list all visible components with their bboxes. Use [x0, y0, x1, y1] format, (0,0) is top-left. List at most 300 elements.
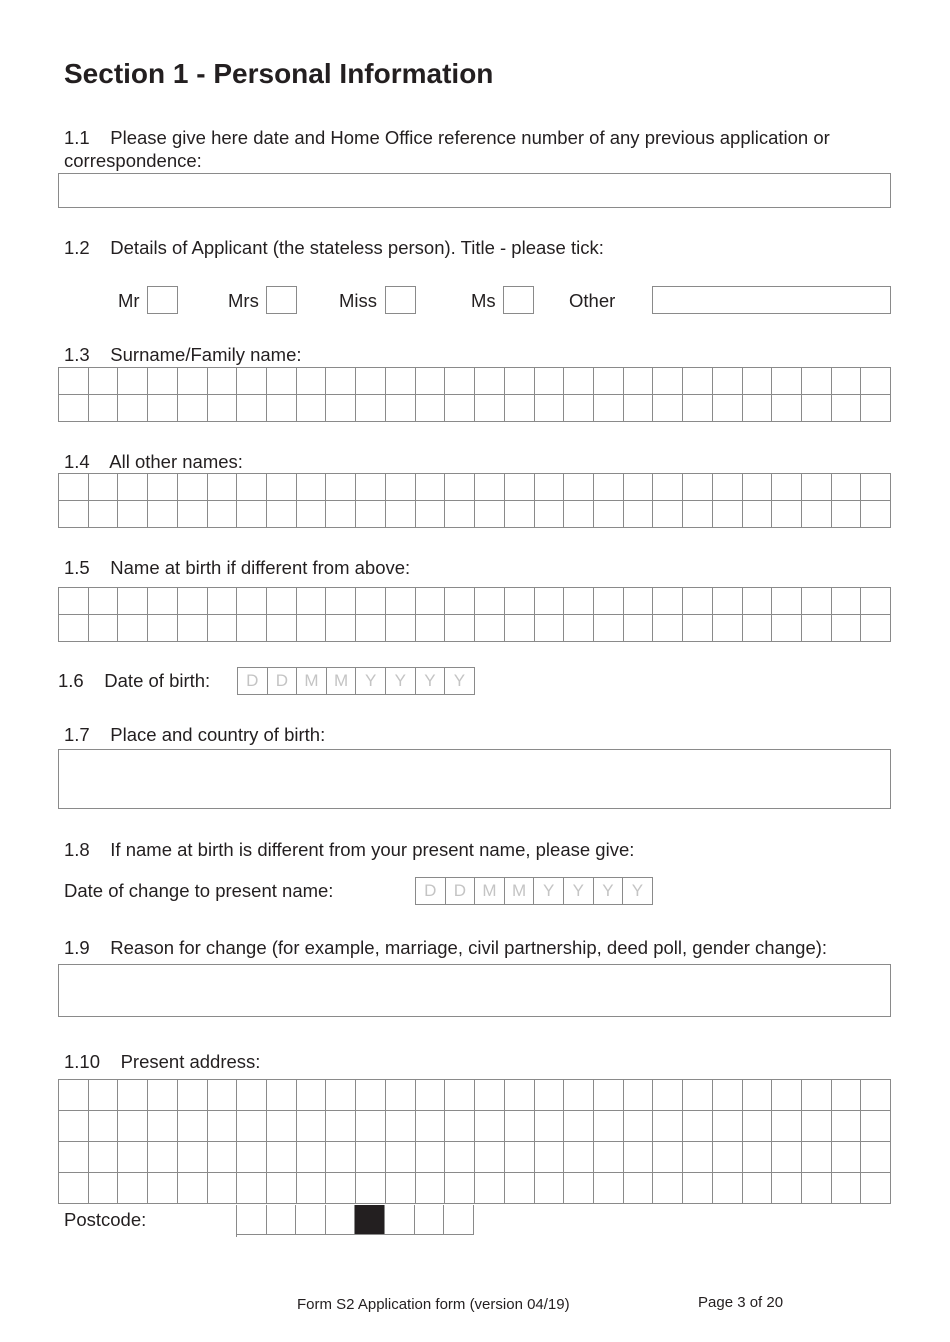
char-cell[interactable]: [653, 474, 683, 501]
char-cell[interactable]: [535, 1173, 565, 1204]
char-cell[interactable]: [386, 368, 416, 395]
date-of-change-field[interactable]: [415, 877, 653, 905]
char-cell[interactable]: [594, 474, 624, 501]
char-cell[interactable]: [356, 588, 386, 615]
char-cell[interactable]: [59, 1111, 89, 1142]
char-cell[interactable]: [386, 501, 416, 528]
char-cell[interactable]: [772, 588, 802, 615]
char-cell[interactable]: [237, 1111, 267, 1142]
char-cell[interactable]: [148, 501, 178, 528]
char-cell[interactable]: [445, 1173, 475, 1204]
char-cell[interactable]: [624, 368, 654, 395]
char-cell[interactable]: [832, 588, 862, 615]
char-cell[interactable]: [445, 588, 475, 615]
char-cell[interactable]: [832, 1142, 862, 1173]
char-cell[interactable]: [653, 368, 683, 395]
char-cell[interactable]: [683, 395, 713, 422]
doc-year-3[interactable]: Y: [594, 878, 624, 905]
char-cell[interactable]: [356, 1142, 386, 1173]
char-cell[interactable]: [861, 501, 891, 528]
char-cell[interactable]: [653, 1142, 683, 1173]
char-cell[interactable]: [564, 395, 594, 422]
char-cell[interactable]: [564, 1111, 594, 1142]
char-cell[interactable]: [148, 368, 178, 395]
doc-month-2[interactable]: M: [505, 878, 535, 905]
char-cell[interactable]: [535, 1111, 565, 1142]
char-cell[interactable]: [208, 1173, 238, 1204]
char-cell[interactable]: [475, 501, 505, 528]
char-cell[interactable]: [653, 501, 683, 528]
char-cell[interactable]: [475, 1111, 505, 1142]
char-cell[interactable]: [475, 1173, 505, 1204]
char-cell[interactable]: [683, 1111, 713, 1142]
char-cell[interactable]: [535, 395, 565, 422]
doc-month-1[interactable]: M: [475, 878, 505, 905]
char-cell[interactable]: [535, 1080, 565, 1111]
char-cell[interactable]: [743, 1080, 773, 1111]
doc-year-2[interactable]: Y: [564, 878, 594, 905]
char-cell[interactable]: [208, 474, 238, 501]
char-cell[interactable]: [59, 1173, 89, 1204]
char-cell[interactable]: [297, 1080, 327, 1111]
char-cell[interactable]: [326, 368, 356, 395]
char-cell[interactable]: [564, 1142, 594, 1173]
char-cell[interactable]: [564, 474, 594, 501]
char-cell[interactable]: [178, 395, 208, 422]
char-cell[interactable]: [594, 1142, 624, 1173]
dob-year-3[interactable]: Y: [416, 668, 446, 695]
char-cell[interactable]: [59, 368, 89, 395]
char-cell[interactable]: [505, 1080, 535, 1111]
char-cell[interactable]: [653, 1080, 683, 1111]
char-cell[interactable]: [505, 368, 535, 395]
char-cell[interactable]: [832, 501, 862, 528]
char-cell[interactable]: [118, 588, 148, 615]
char-cell[interactable]: [297, 474, 327, 501]
char-cell[interactable]: [772, 501, 802, 528]
char-cell[interactable]: [743, 395, 773, 422]
char-cell[interactable]: [356, 1111, 386, 1142]
char-cell[interactable]: [178, 1111, 208, 1142]
char-cell[interactable]: [59, 474, 89, 501]
char-cell[interactable]: [118, 474, 148, 501]
char-cell[interactable]: [237, 1142, 267, 1173]
char-cell[interactable]: [624, 1142, 654, 1173]
char-cell[interactable]: [118, 368, 148, 395]
char-cell[interactable]: [356, 501, 386, 528]
char-cell[interactable]: [178, 368, 208, 395]
char-cell[interactable]: [564, 1080, 594, 1111]
char-cell[interactable]: [564, 588, 594, 615]
char-cell[interactable]: [564, 501, 594, 528]
reason-for-change-field[interactable]: [58, 964, 891, 1017]
char-cell[interactable]: [237, 501, 267, 528]
char-cell[interactable]: [178, 474, 208, 501]
dob-month-2[interactable]: M: [327, 668, 357, 695]
char-cell[interactable]: [386, 588, 416, 615]
doc-year-1[interactable]: Y: [534, 878, 564, 905]
char-cell[interactable]: [237, 615, 267, 642]
char-cell[interactable]: [416, 1111, 446, 1142]
title-mr-checkbox[interactable]: [147, 286, 178, 314]
char-cell[interactable]: [267, 1111, 297, 1142]
char-cell[interactable]: [416, 1142, 446, 1173]
char-cell[interactable]: [416, 501, 446, 528]
char-cell[interactable]: [743, 368, 773, 395]
address-grid[interactable]: [58, 1079, 891, 1204]
char-cell[interactable]: [832, 1111, 862, 1142]
dob-year-2[interactable]: Y: [386, 668, 416, 695]
char-cell[interactable]: [772, 1111, 802, 1142]
char-cell[interactable]: [445, 368, 475, 395]
char-cell[interactable]: [445, 395, 475, 422]
previous-application-field[interactable]: [58, 173, 891, 208]
char-cell[interactable]: [653, 588, 683, 615]
char-cell[interactable]: [208, 395, 238, 422]
char-cell[interactable]: [59, 615, 89, 642]
char-cell[interactable]: [59, 395, 89, 422]
place-of-birth-field[interactable]: [58, 749, 891, 809]
postcode-cell[interactable]: [415, 1205, 445, 1235]
dob-day-2[interactable]: D: [268, 668, 298, 695]
char-cell[interactable]: [535, 1142, 565, 1173]
char-cell[interactable]: [118, 501, 148, 528]
postcode-cell[interactable]: [237, 1205, 267, 1235]
char-cell[interactable]: [743, 588, 773, 615]
char-cell[interactable]: [386, 1173, 416, 1204]
char-cell[interactable]: [535, 368, 565, 395]
char-cell[interactable]: [624, 588, 654, 615]
char-cell[interactable]: [832, 368, 862, 395]
char-cell[interactable]: [505, 615, 535, 642]
char-cell[interactable]: [237, 368, 267, 395]
char-cell[interactable]: [59, 1142, 89, 1173]
char-cell[interactable]: [505, 474, 535, 501]
char-cell[interactable]: [861, 395, 891, 422]
char-cell[interactable]: [326, 588, 356, 615]
char-cell[interactable]: [772, 474, 802, 501]
char-cell[interactable]: [505, 1111, 535, 1142]
char-cell[interactable]: [743, 1173, 773, 1204]
char-cell[interactable]: [624, 615, 654, 642]
char-cell[interactable]: [475, 395, 505, 422]
char-cell[interactable]: [267, 1142, 297, 1173]
char-cell[interactable]: [89, 1173, 119, 1204]
char-cell[interactable]: [802, 1111, 832, 1142]
char-cell[interactable]: [832, 395, 862, 422]
char-cell[interactable]: [535, 588, 565, 615]
char-cell[interactable]: [326, 615, 356, 642]
dob-day-1[interactable]: D: [238, 668, 268, 695]
char-cell[interactable]: [564, 1173, 594, 1204]
char-cell[interactable]: [59, 1080, 89, 1111]
char-cell[interactable]: [416, 588, 446, 615]
char-cell[interactable]: [178, 1142, 208, 1173]
char-cell[interactable]: [178, 1173, 208, 1204]
char-cell[interactable]: [297, 368, 327, 395]
char-cell[interactable]: [535, 615, 565, 642]
char-cell[interactable]: [148, 474, 178, 501]
char-cell[interactable]: [326, 474, 356, 501]
char-cell[interactable]: [59, 501, 89, 528]
char-cell[interactable]: [624, 501, 654, 528]
char-cell[interactable]: [118, 1173, 148, 1204]
postcode-field[interactable]: [236, 1205, 474, 1237]
char-cell[interactable]: [148, 1173, 178, 1204]
char-cell[interactable]: [416, 474, 446, 501]
char-cell[interactable]: [267, 501, 297, 528]
char-cell[interactable]: [743, 501, 773, 528]
char-cell[interactable]: [743, 474, 773, 501]
char-cell[interactable]: [743, 1111, 773, 1142]
char-cell[interactable]: [208, 1111, 238, 1142]
char-cell[interactable]: [386, 615, 416, 642]
char-cell[interactable]: [713, 1080, 743, 1111]
char-cell[interactable]: [208, 588, 238, 615]
char-cell[interactable]: [445, 1080, 475, 1111]
char-cell[interactable]: [326, 1080, 356, 1111]
char-cell[interactable]: [356, 615, 386, 642]
char-cell[interactable]: [297, 501, 327, 528]
char-cell[interactable]: [505, 395, 535, 422]
char-cell[interactable]: [713, 395, 743, 422]
char-cell[interactable]: [683, 474, 713, 501]
char-cell[interactable]: [89, 474, 119, 501]
char-cell[interactable]: [237, 588, 267, 615]
char-cell[interactable]: [326, 1111, 356, 1142]
char-cell[interactable]: [653, 395, 683, 422]
char-cell[interactable]: [564, 615, 594, 642]
char-cell[interactable]: [772, 1080, 802, 1111]
char-cell[interactable]: [802, 501, 832, 528]
char-cell[interactable]: [297, 1142, 327, 1173]
date-of-birth-field[interactable]: [237, 667, 475, 695]
char-cell[interactable]: [267, 1080, 297, 1111]
char-cell[interactable]: [386, 1111, 416, 1142]
char-cell[interactable]: [653, 615, 683, 642]
char-cell[interactable]: [475, 615, 505, 642]
title-other-field[interactable]: [652, 286, 891, 314]
postcode-cell[interactable]: [444, 1205, 474, 1235]
char-cell[interactable]: [267, 1173, 297, 1204]
char-cell[interactable]: [861, 474, 891, 501]
char-cell[interactable]: [356, 395, 386, 422]
char-cell[interactable]: [743, 615, 773, 642]
char-cell[interactable]: [713, 1111, 743, 1142]
char-cell[interactable]: [89, 1080, 119, 1111]
char-cell[interactable]: [237, 474, 267, 501]
char-cell[interactable]: [713, 1173, 743, 1204]
doc-day-2[interactable]: D: [446, 878, 476, 905]
char-cell[interactable]: [683, 1173, 713, 1204]
char-cell[interactable]: [267, 588, 297, 615]
char-cell[interactable]: [772, 1173, 802, 1204]
char-cell[interactable]: [802, 1173, 832, 1204]
char-cell[interactable]: [208, 501, 238, 528]
char-cell[interactable]: [297, 395, 327, 422]
char-cell[interactable]: [89, 615, 119, 642]
postcode-cell[interactable]: [326, 1205, 356, 1235]
char-cell[interactable]: [683, 615, 713, 642]
dob-year-4[interactable]: Y: [445, 668, 475, 695]
char-cell[interactable]: [594, 615, 624, 642]
char-cell[interactable]: [148, 1142, 178, 1173]
char-cell[interactable]: [208, 368, 238, 395]
char-cell[interactable]: [832, 474, 862, 501]
char-cell[interactable]: [564, 368, 594, 395]
char-cell[interactable]: [148, 588, 178, 615]
char-cell[interactable]: [475, 474, 505, 501]
char-cell[interactable]: [594, 395, 624, 422]
char-cell[interactable]: [475, 588, 505, 615]
char-cell[interactable]: [386, 1142, 416, 1173]
char-cell[interactable]: [178, 1080, 208, 1111]
char-cell[interactable]: [178, 588, 208, 615]
char-cell[interactable]: [267, 615, 297, 642]
char-cell[interactable]: [445, 1142, 475, 1173]
char-cell[interactable]: [148, 615, 178, 642]
char-cell[interactable]: [148, 395, 178, 422]
char-cell[interactable]: [118, 395, 148, 422]
char-cell[interactable]: [59, 588, 89, 615]
char-cell[interactable]: [297, 588, 327, 615]
char-cell[interactable]: [416, 615, 446, 642]
doc-day-1[interactable]: D: [416, 878, 446, 905]
char-cell[interactable]: [594, 1173, 624, 1204]
char-cell[interactable]: [505, 1142, 535, 1173]
char-cell[interactable]: [356, 368, 386, 395]
char-cell[interactable]: [118, 1080, 148, 1111]
char-cell[interactable]: [267, 474, 297, 501]
char-cell[interactable]: [505, 501, 535, 528]
char-cell[interactable]: [594, 501, 624, 528]
char-cell[interactable]: [802, 615, 832, 642]
char-cell[interactable]: [445, 1111, 475, 1142]
char-cell[interactable]: [89, 501, 119, 528]
char-cell[interactable]: [416, 1080, 446, 1111]
char-cell[interactable]: [594, 1080, 624, 1111]
char-cell[interactable]: [505, 1173, 535, 1204]
char-cell[interactable]: [386, 474, 416, 501]
char-cell[interactable]: [475, 368, 505, 395]
char-cell[interactable]: [89, 368, 119, 395]
char-cell[interactable]: [326, 395, 356, 422]
char-cell[interactable]: [861, 1111, 891, 1142]
char-cell[interactable]: [683, 588, 713, 615]
char-cell[interactable]: [713, 368, 743, 395]
char-cell[interactable]: [208, 615, 238, 642]
doc-year-4[interactable]: Y: [623, 878, 653, 905]
postcode-cell[interactable]: [296, 1205, 326, 1235]
char-cell[interactable]: [297, 1111, 327, 1142]
char-cell[interactable]: [624, 1173, 654, 1204]
char-cell[interactable]: [802, 1080, 832, 1111]
char-cell[interactable]: [713, 1142, 743, 1173]
char-cell[interactable]: [445, 474, 475, 501]
char-cell[interactable]: [505, 588, 535, 615]
char-cell[interactable]: [802, 474, 832, 501]
char-cell[interactable]: [89, 588, 119, 615]
char-cell[interactable]: [683, 368, 713, 395]
char-cell[interactable]: [624, 1080, 654, 1111]
postcode-cell[interactable]: [385, 1205, 415, 1235]
char-cell[interactable]: [802, 1142, 832, 1173]
char-cell[interactable]: [416, 395, 446, 422]
char-cell[interactable]: [237, 395, 267, 422]
char-cell[interactable]: [475, 1142, 505, 1173]
char-cell[interactable]: [208, 1080, 238, 1111]
char-cell[interactable]: [89, 1142, 119, 1173]
char-cell[interactable]: [713, 615, 743, 642]
char-cell[interactable]: [653, 1111, 683, 1142]
birth-name-grid[interactable]: [58, 587, 891, 642]
char-cell[interactable]: [861, 588, 891, 615]
char-cell[interactable]: [118, 1111, 148, 1142]
char-cell[interactable]: [683, 1080, 713, 1111]
char-cell[interactable]: [118, 615, 148, 642]
char-cell[interactable]: [535, 474, 565, 501]
char-cell[interactable]: [386, 1080, 416, 1111]
title-ms-checkbox[interactable]: [503, 286, 534, 314]
char-cell[interactable]: [861, 1142, 891, 1173]
char-cell[interactable]: [178, 615, 208, 642]
char-cell[interactable]: [802, 368, 832, 395]
char-cell[interactable]: [624, 1111, 654, 1142]
title-miss-checkbox[interactable]: [385, 286, 416, 314]
char-cell[interactable]: [772, 368, 802, 395]
char-cell[interactable]: [416, 1173, 446, 1204]
char-cell[interactable]: [772, 615, 802, 642]
char-cell[interactable]: [356, 474, 386, 501]
char-cell[interactable]: [297, 615, 327, 642]
char-cell[interactable]: [237, 1080, 267, 1111]
char-cell[interactable]: [237, 1173, 267, 1204]
char-cell[interactable]: [326, 501, 356, 528]
char-cell[interactable]: [475, 1080, 505, 1111]
char-cell[interactable]: [445, 501, 475, 528]
char-cell[interactable]: [356, 1080, 386, 1111]
char-cell[interactable]: [267, 368, 297, 395]
char-cell[interactable]: [743, 1142, 773, 1173]
char-cell[interactable]: [535, 501, 565, 528]
dob-year-1[interactable]: Y: [356, 668, 386, 695]
char-cell[interactable]: [148, 1080, 178, 1111]
char-cell[interactable]: [624, 395, 654, 422]
title-mrs-checkbox[interactable]: [266, 286, 297, 314]
dob-month-1[interactable]: M: [297, 668, 327, 695]
char-cell[interactable]: [861, 368, 891, 395]
char-cell[interactable]: [267, 395, 297, 422]
char-cell[interactable]: [832, 1173, 862, 1204]
char-cell[interactable]: [89, 395, 119, 422]
char-cell[interactable]: [386, 395, 416, 422]
char-cell[interactable]: [772, 1142, 802, 1173]
char-cell[interactable]: [178, 501, 208, 528]
char-cell[interactable]: [89, 1111, 119, 1142]
char-cell[interactable]: [356, 1173, 386, 1204]
char-cell[interactable]: [326, 1173, 356, 1204]
char-cell[interactable]: [713, 501, 743, 528]
postcode-cell[interactable]: [267, 1205, 297, 1235]
char-cell[interactable]: [683, 501, 713, 528]
char-cell[interactable]: [594, 588, 624, 615]
char-cell[interactable]: [683, 1142, 713, 1173]
char-cell[interactable]: [832, 1080, 862, 1111]
other-names-grid[interactable]: [58, 473, 891, 528]
char-cell[interactable]: [861, 1173, 891, 1204]
char-cell[interactable]: [118, 1142, 148, 1173]
char-cell[interactable]: [594, 368, 624, 395]
